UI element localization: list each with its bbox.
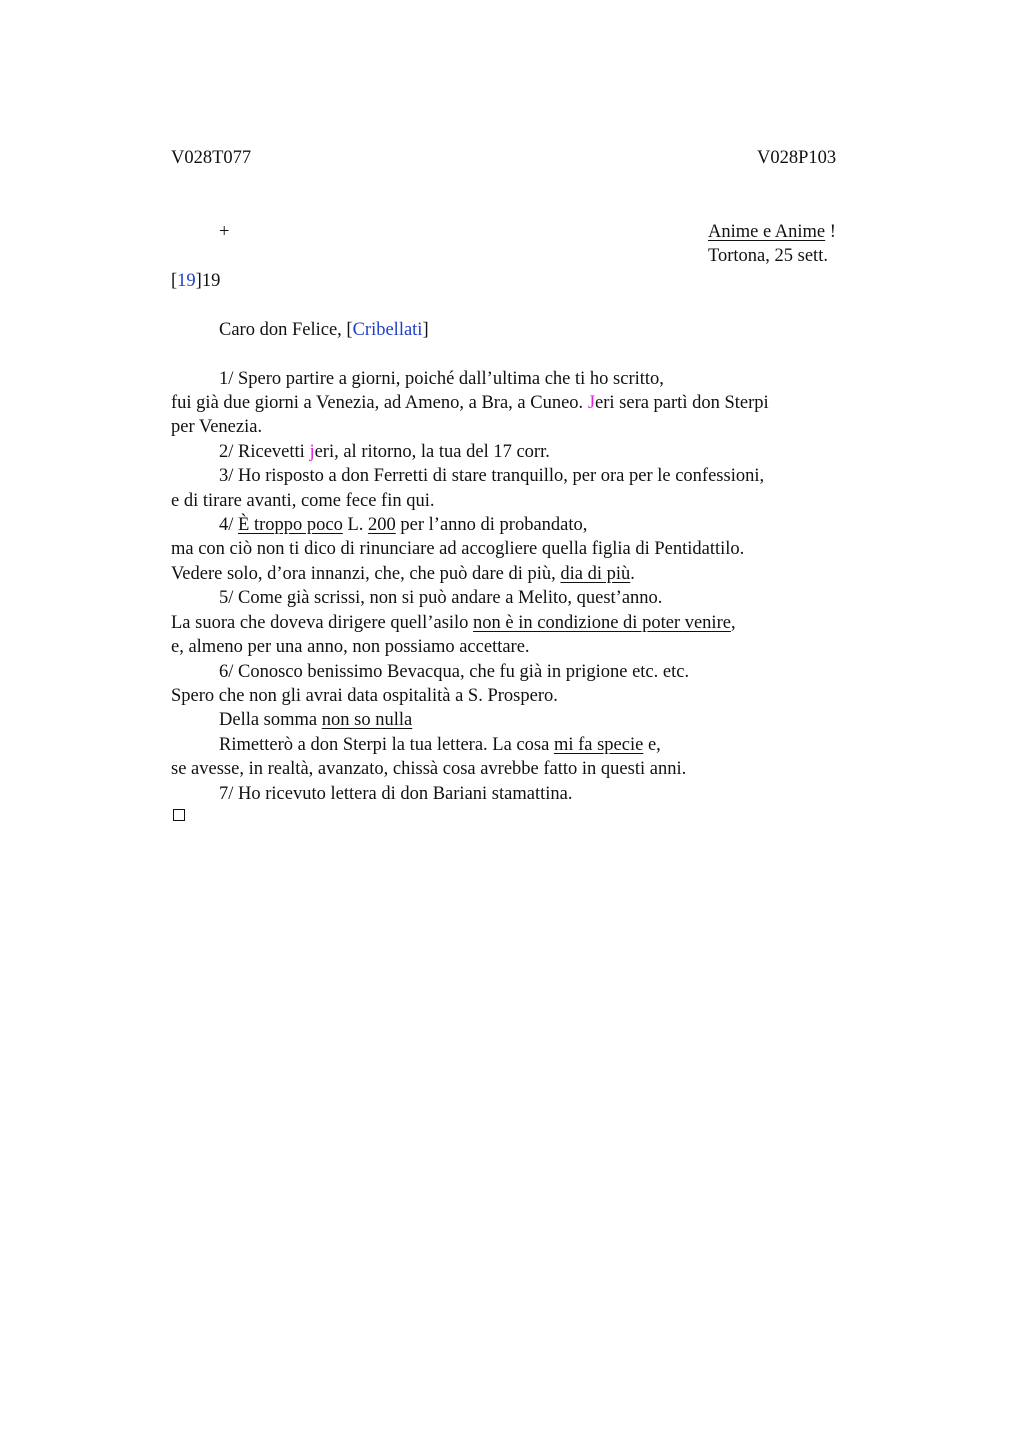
body-line: per Venezia. [171,417,263,437]
body-line: Spero che non gli avrai data ospitalità a S. Prospero. [171,686,558,706]
year-bracket-open: [ [171,271,178,291]
motto-tail: ! [825,222,836,242]
text-run: fui già due giorni a Venezia, ad Ameno, a Bra, a Cuneo. [171,393,588,413]
body-line: ma con ciò non ti dico di rinunciare ad accogliere quella figlia di Pentidattilo. [171,539,745,559]
body-line: 7/ Ho ricevuto lettera di don Bariani stamattina. [219,784,573,804]
editorial-mark: J [587,393,596,413]
text-run: 2/ Ricevetti [219,442,310,462]
text-run: eri, al ritorno, la tua del 17 corr. [314,442,550,462]
underlined-text: 200 [368,515,396,535]
body-line [219,733,661,757]
text-run: , [730,613,736,633]
end-of-letter-box-icon [173,809,185,821]
editorial-mark: j [309,442,315,462]
body-line [219,708,412,732]
text-run: Della somma [219,710,322,730]
motto-underlined: Anime e Anime [708,222,826,242]
text-run: 4/ [219,515,239,535]
body-line [219,440,550,464]
text-run: e, [643,735,661,755]
place-date: Tortona, 25 sett. [708,246,828,266]
body-line [171,562,635,586]
body-line: 6/ Conosco benissimo Bevacqua, che fu già in prigione etc. etc. [219,662,690,682]
body-line: se avesse, in realtà, avanzato, chissà cosa avrebbe fatto in questi anni. [171,759,687,779]
salutation-text: Caro don Felice, [ [219,320,353,340]
text-run: per l’anno di probandato, [395,515,588,535]
body-line [219,513,587,537]
underlined-text: non è in condizione di poter venire [473,613,731,633]
underlined-text: mi fa specie [553,735,644,755]
text-run: eri sera partì don Sterpi [595,393,769,413]
salutation-editorial-link[interactable]: Cribellati [352,320,423,340]
text-run: . [630,564,635,584]
underlined-text: È troppo poco [238,515,343,535]
header-left-code: V028T077 [171,148,252,168]
body-line: 1/ Spero partire a giorni, poiché dall’ultima che ti ho scritto, [219,369,664,389]
header-right-code: V028P103 [757,148,837,168]
salutation [219,318,429,342]
text-run: L. [342,515,369,535]
body-line: e, almeno per una anno, non possiamo accettare. [171,637,530,657]
year-editorial-link[interactable]: 19 [177,271,196,291]
body-line [171,391,769,415]
year-bracket-close: ]19 [195,271,221,291]
motto [708,220,836,244]
underlined-text: non so nulla [321,710,413,730]
cross-symbol: + [219,222,230,242]
body-line: 3/ Ho risposto a don Ferretti di stare tranquillo, per ora per le confessioni, [219,466,765,486]
year-line [171,269,220,293]
body-line [171,611,736,635]
text-run: La suora che doveva dirigere quell’asilo [171,613,474,633]
underlined-text: dia di più [560,564,631,584]
salutation-close: ] [422,320,429,340]
body-line: 5/ Come già scrissi, non si può andare a Melito, quest’anno. [219,588,663,608]
text-run: Rimetterò a don Sterpi la tua lettera. La cosa [219,735,554,755]
text-run: Vedere solo, d’ora innanzi, che, che può dare di più, [171,564,561,584]
body-line: e di tirare avanti, come fece fin qui. [171,491,435,511]
